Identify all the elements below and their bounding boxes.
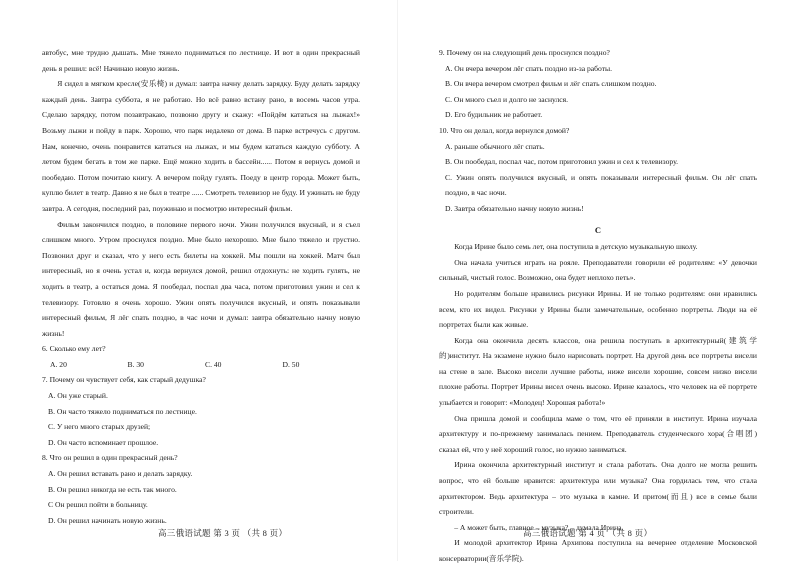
question-text: 8. Что он решил в один прекрасный день? — [42, 453, 178, 463]
option-a: A. 20 — [50, 359, 67, 369]
option-a: A. раньше обычного лёг спать. — [445, 141, 545, 151]
question-text: 10. Что он делал, когда вернулся домой? — [439, 125, 570, 135]
passage-paragraph: Я сидел в мягком кресле(安乐椅) и думал: завтра начну делать зарядку. Буду делать зарядку каждый день. Завтра суббота, я не работаю. Но всё равно встану рано, в восемь часов утра. Сделаю зарядку, потом позавтракаю, позвоню другу и скажу: «Пойдём кататься на лыжах!» Возьму лыжи и пойду в парк. Хорошо, что парк недалеко от дома. В парке встречусь с другом. Нам, конечно, очень понравится кататься на лыжах, и мы будем кататься каждую субботу. А летом будем бегать в том же парке. Ещё можно ходить в бассейн...... Потом я вернусь домой и пообедаю. Потом почитаю книгу. А вечером пойду гулять. Поеду в центр города. Может быть, куплю билет в театр. Давно я не был в театре ...... Смотреть телевизор не буду. И ужинать не буду завтра. А сегодня, последний раз, поужинаю и посмотрю интересный фильм. — [42, 79, 360, 213]
passage-paragraph: Она начала учиться играть на рояле. Преподаватели говорили её родителям: «У девочки сильный, чистый голос. Возможно, она будет неплохо петь». — [439, 257, 757, 283]
option-b: B. Он пообедал, поспал час, потом приготовил ужин и сел к телевизору. — [445, 157, 679, 167]
option-a: A. Он вчера вечером лёг спать поздно из-за работы. — [445, 63, 613, 73]
page-3 — [0, 0, 397, 561]
option-b: B. Он часто тяжело подниматься по лестнице. — [48, 406, 197, 416]
passage-paragraph: Фильм закончился поздно, в половине первого ночи. Ужин получился вкусный, и я съел слишком много. Утром проснулся поздно. Мне было нехорошо. Мне было тяжело и грустно. Позвонил друг и сказал, что у него есть билеты на хоккей. Мы пошли на хоккей. Матч был интересный, но я очень устал и, когда вернулся домой, решил отдохнуть: не ходить гулять, не ходить в театр, а остаться дома. Я пообедал, поспал два часа, потом приготовил ужин и сел к телевизору. Готовлю я очень хорошо. Ужин опять получился вкусный, и опять показывали интересный фильм, Я лёг спать поздно, в час ночи и думал: завтра обязательно начну новую жизнь! — [42, 219, 360, 338]
question-9 — [439, 45, 757, 123]
option-d: D. Его будильник не работает. — [445, 110, 543, 120]
option-c: C. Ужин опять получился вкусный, и опять показывали интересный фильм. Он лёг спать поздно, в час ночи. — [445, 172, 757, 198]
page-4-body — [439, 45, 757, 567]
option-b: B. Он решил никогда не есть так много. — [48, 484, 177, 494]
option-b: B. 30 — [127, 359, 144, 369]
question-10 — [439, 123, 757, 217]
passage-paragraph: Ирина окончила архитектурный институт и стала работать. Она долго не могла решить вопрос, что ей больше нравится: архитектура или музыка? Она гордилась тем, что стала архитектором. Ведь архитектура – это музыка в камне. И притом(而且) все в семье были строители. — [439, 460, 757, 517]
passage-paragraph: – А может быть, главное – музыка? – думала Ирина. — [454, 522, 624, 532]
option-d: D. 50 — [282, 359, 300, 369]
question-options — [42, 357, 360, 373]
question-text: 7. Почему он чувствует себя, как старый дедушка? — [42, 375, 206, 385]
option-a: A. Он уже старый. — [48, 391, 108, 401]
option-d: D. Он решил начинать новую жизнь. — [48, 515, 167, 525]
option-c: C. Он много съел и долго не заснулся. — [445, 94, 569, 104]
question-7 — [42, 372, 360, 450]
passage-paragraph: автобус, мне трудно дышать. Мне тяжело подниматься по лестнице. И вот в один прекрасный день я решил: всё! Начинаю новую жизнь. — [42, 48, 360, 73]
option-c: C Он решил пойти в больницу. — [48, 500, 148, 510]
question-8 — [42, 450, 360, 528]
passage-paragraph: Когда Ирине было семь лет, она поступила в детскую музыкальную школу. — [454, 242, 698, 252]
page-footer: 高三俄语试题 第 4 页 （共 8 页） — [523, 528, 653, 538]
passage-paragraph: Но родителям больше нравились рисунки Ирины. И не только родителям: они нравились всем, кто их видел. Рисунки у Ирины были замечательные, особенно портреты. Люди на её портретах были как живые. — [439, 288, 757, 330]
question-text: 9. Почему он на следующий день проснулся поздно? — [439, 48, 610, 57]
question-6 — [42, 341, 360, 372]
passage-paragraph: И молодой архитектор Ирина Архипова поступила на вечернее отделение Московской консерватории(音乐学院). — [439, 538, 757, 563]
page-4 — [397, 0, 794, 561]
option-b: B. Он вчера вечером смотрел фильм и лёг спать слишком поздно. — [445, 79, 657, 89]
passage-paragraph: Она пришла домой и сообщила маме о том, что её приняли в институт. Ирина изучала архитектуру и по-прежнему занималась пением. Преподаватель студенческого хора(合唱团) сказал ей, что у неё хороший голос, но нужно заниматься. — [439, 413, 757, 454]
page-3-body — [42, 45, 360, 528]
option-d: D. Он часто вспоминает прошлое. — [48, 437, 159, 447]
page-footer: 高三俄语试题 第 3 页 （共 8 页） — [158, 528, 288, 538]
question-text: 6. Сколько ему лет? — [42, 344, 106, 354]
option-a: A. Он решил вставать рано и делать зарядку. — [48, 469, 193, 479]
option-c: C. У него много старых друзей; — [48, 422, 151, 432]
option-c: C. 40 — [205, 359, 222, 369]
passage-paragraph: Когда она окончила десять классов, она решила поступать в архитектурный(建筑学的)институт. На экзамене нужно было нарисовать портрет. На другой день все портреты висели на стене в зале. Высоко висели лучшие работы, ниже висели хорошие, совсем низко висели плохие работы. Портрет Ирины висел очень высоко. Ирине казалось, что человек на её портрете улыбается и говорит: «Молодец! Хорошая работа!» — [439, 335, 757, 408]
option-d: D. Завтра обязательно начну новую жизнь! — [445, 203, 584, 213]
section-heading: C — [594, 224, 602, 235]
